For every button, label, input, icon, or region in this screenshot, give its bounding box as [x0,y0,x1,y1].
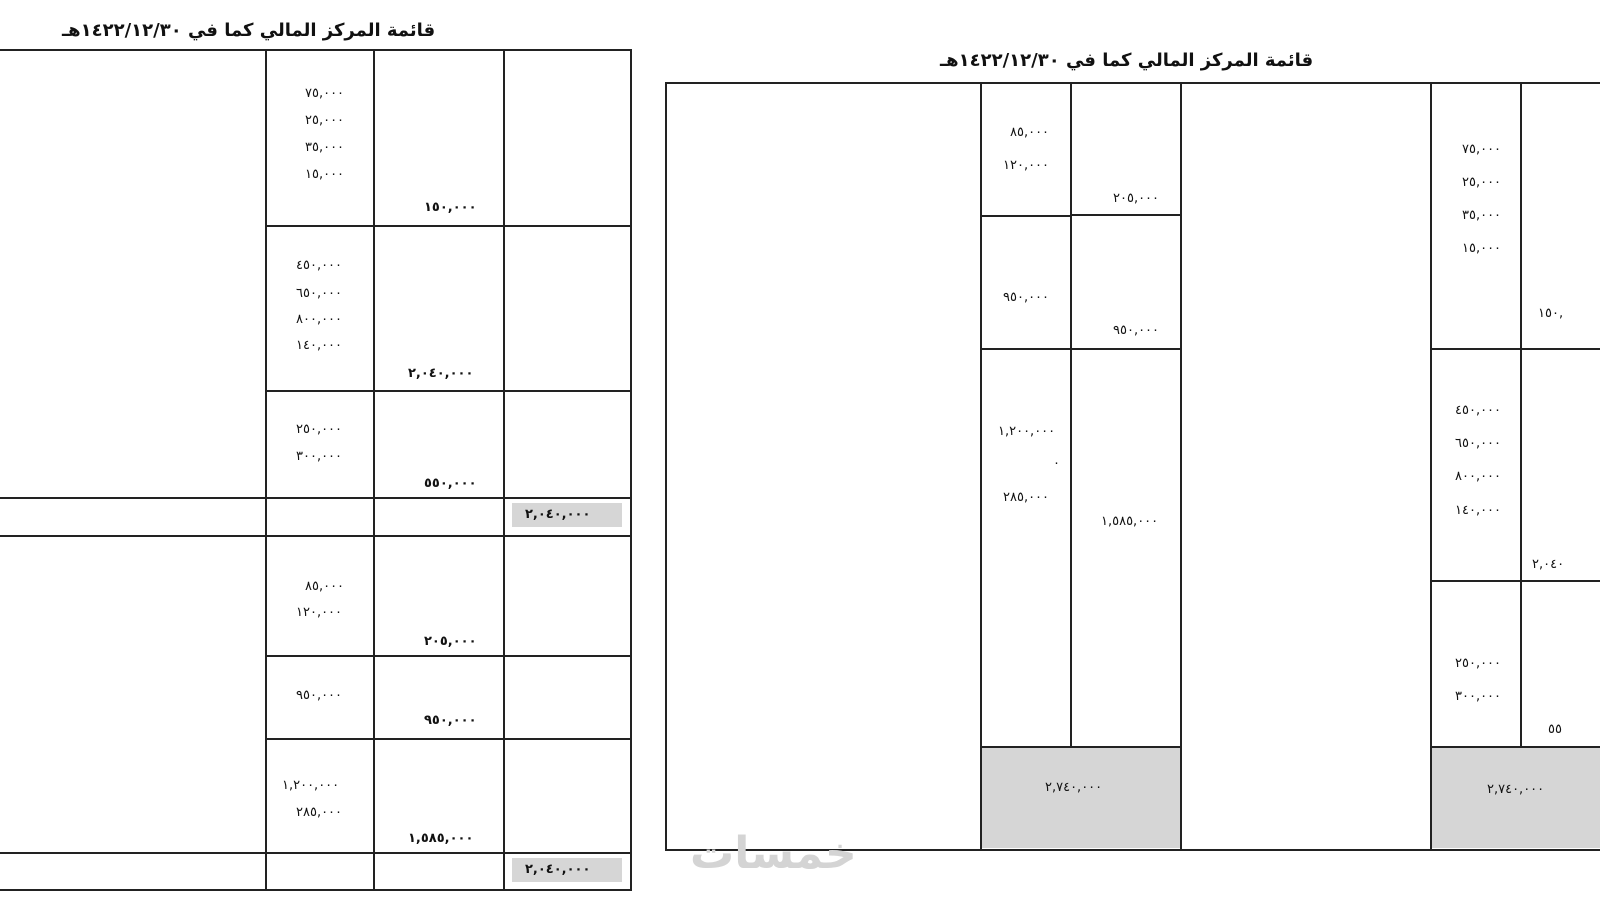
right-fa-value: ٦٥٠,٠٠٠ [1455,436,1502,451]
right-fa-total-value: ٢,٠٤٠ [1532,557,1565,572]
left-ia-value: ٢٥٠,٠٠٠ [296,422,343,437]
right-ia-value: ٣٠٠,٠٠٠ [1455,689,1502,704]
left-ca-value: ٣٥,٠٠٠ [305,140,345,155]
left-cl-value: ١٢٠,٠٠٠ [296,605,343,620]
right-ncl-value: ٩٥٠,٠٠٠ [1003,290,1050,305]
right-total-assets-value: ٢,٧٤٠,٠٠٠ [1487,782,1545,797]
left-ia-total-value: ٥٥٠,٠٠٠ [424,476,477,491]
left-fa-value: ٦٥٠,٠٠٠ [296,286,343,301]
left-fa-total-value: ٢,٠٤٠,٠٠٠ [408,366,474,381]
right-cl-value: ٨٥,٠٠٠ [1010,125,1050,140]
left-ncl-value: ٩٥٠,٠٠٠ [296,688,343,703]
right-fa-value: ١٤٠,٠٠٠ [1455,503,1502,518]
right-eq-total-value: ١,٥٨٥,٠٠٠ [1101,514,1159,529]
right-cl-value: ١٢٠,٠٠٠ [1003,158,1050,173]
left-cl-total-value: ٢٠٥,٠٠٠ [424,634,477,649]
right-cl-total-value: ٢٠٥,٠٠٠ [1113,191,1160,206]
left-fa-value: ١٤٠,٠٠٠ [296,338,343,353]
right-eq-extra-value: ٢٨٥,٠٠٠ [1003,490,1050,505]
right-ca-value: ٣٥,٠٠٠ [1462,208,1502,223]
left-ca-value: ٢٥,٠٠٠ [305,113,345,128]
right-ca-total-value: ١٥٠, [1538,306,1564,321]
right-sheet-title: قائمة المركز المالي كما في ١٤٢٢/١٢/٣٠هـ [940,50,1314,71]
left-ncl-total-value: ٩٥٠,٠٠٠ [424,713,477,728]
watermark-logo: خمسات [690,828,857,879]
right-fa-value: ٨٠٠,٠٠٠ [1455,469,1502,484]
right-ncl-total-value: ٩٥٠,٠٠٠ [1113,323,1160,338]
left-total-assets-value: ٢,٠٤٠,٠٠٠ [525,507,591,522]
left-eq-total-value: ١,٥٨٥,٠٠٠ [408,831,474,846]
right-eq-value: ١,٢٠٠,٠٠٠ [998,424,1056,439]
left-sheet-title: قائمة المركز المالي كما في ١٤٢٢/١٢/٣٠هـ [62,20,436,41]
left-ia-value: ٣٠٠,٠٠٠ [296,449,343,464]
left-ca-total-value: ١٥٠,٠٠٠ [424,200,477,215]
left-eq-value: ٢٨٥,٠٠٠ [296,805,343,820]
right-ca-value: ١٥,٠٠٠ [1462,241,1502,256]
left-ca-value: ١٥,٠٠٠ [305,167,345,182]
right-ia-value: ٢٥٠,٠٠٠ [1455,656,1502,671]
left-fa-value: ٨٠٠,٠٠٠ [296,312,343,327]
left-ca-value: ٧٥,٠٠٠ [305,86,345,101]
left-total-liab-equity-value: ٢,٠٤٠,٠٠٠ [525,862,591,877]
left-eq-value: ١,٢٠٠,٠٠٠ [282,778,340,793]
right-fa-value: ٤٥٠,٠٠٠ [1455,403,1502,418]
left-fa-value: ٤٥٠,٠٠٠ [296,258,343,273]
right-total-liab-equity-value: ٢,٧٤٠,٠٠٠ [1045,780,1103,795]
left-cl-value: ٨٥,٠٠٠ [305,579,345,594]
right-ia-total-value: ٥٥ [1548,722,1562,737]
right-ca-value: ٢٥,٠٠٠ [1462,175,1502,190]
right-ca-value: ٧٥,٠٠٠ [1462,142,1502,157]
right-eq-value: ٠ [1053,456,1060,471]
